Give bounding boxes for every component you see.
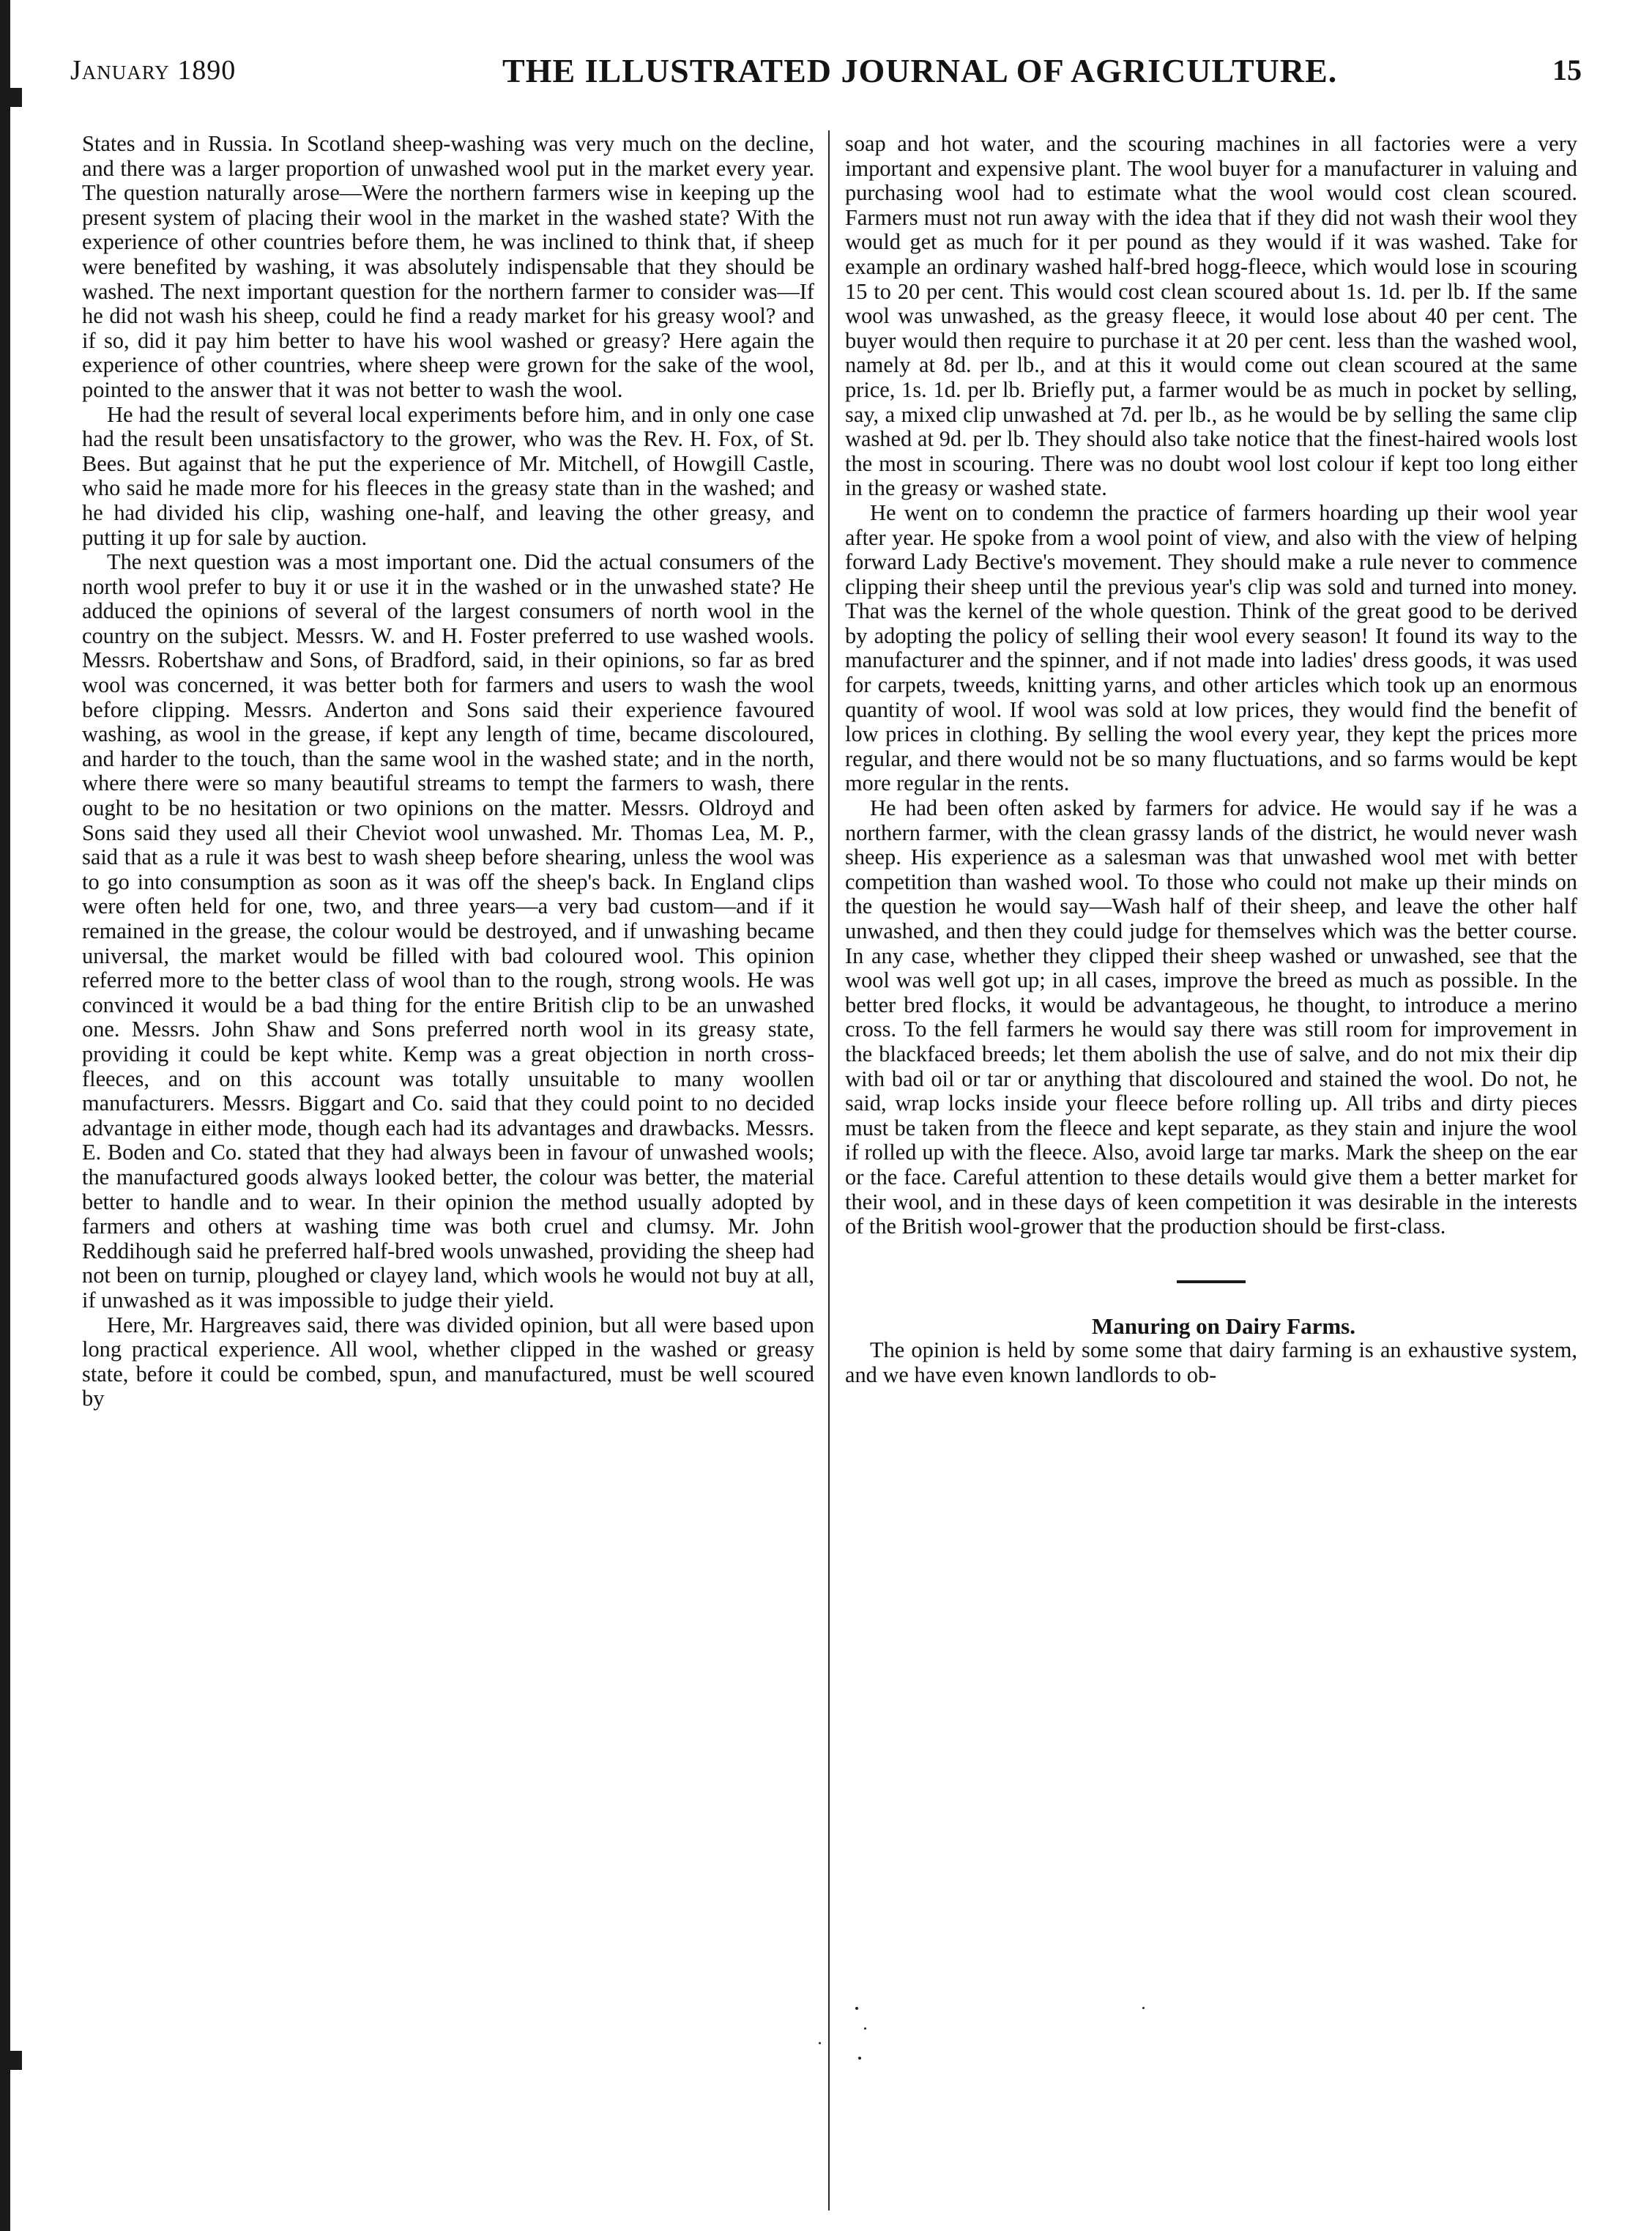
page-binding-edge (0, 0, 10, 2231)
print-speck (819, 2042, 821, 2044)
page-header (70, 51, 1582, 103)
paragraph: He had the result of several local experiments before him, and in only one case had the result been unsatisfactory to the grower, who was the Rev. H. Fox, of St. Bees. But against that he put the experience of Mr. Mitchell, of Howgill Castle, who said he made more for his fleeces in the greasy state than in the washed; and he had divided his clip, washing one-half, and leaving the other greasy, and putting it up for sale by auction. (82, 401, 814, 550)
print-speck (864, 2027, 866, 2030)
paragraph: States and in Russia. In Scotland sheep-washing was very much on the decline, and there was a larger proportion of unwashed wool put in the market every year. The question naturally arose—Were the northern farmers wise in keeping up the present system of placing their wool in the market in the washed state? With the experience of other countries before them, he was inclined to think that, if sheep were benefited by washing, it was absolutely indispensable that they should be washed. The next important question for the northern farmer to consider was—If he did not wash his sheep, could he find a ready market for his greasy wool? and if so, did it pay him better to have his wool washed or greasy? Here again the experience of other countries, where sheep were grown for the sake of the wool, pointed to the answer that it was not better to wash the wool. (82, 131, 814, 402)
paragraph: Here, Mr. Hargreaves said, there was divided opinion, but all were based upon long practical experience. All wool, whether clipped in the washed or greasy state, before it could be combed, spun, and manufactured, must be well scoured by (82, 1312, 814, 1411)
left-column (82, 132, 814, 1411)
binding-mark (0, 2051, 22, 2070)
section-heading: Manuring on Dairy Farms. (1092, 1313, 1355, 1339)
binding-mark (0, 88, 22, 107)
print-speck (1142, 2007, 1145, 2009)
print-speck (858, 2057, 861, 2060)
journal-title: THE ILLUSTRATED JOURNAL OF AGRICULTURE. (502, 52, 1338, 89)
paragraph: soap and hot water, and the scouring machines in all factories were a very important and expensive plant. The wool buyer for a manufacturer in valuing and purchasing wool had to estimate what the wool would cost clean scoured. Farmers must not run away with the idea that if they did not wash their wool they would get as much for it per pound as they would if it was washed. Take for example an ordinary washed half-bred hogg-fleece, which would lose in scouring 15 to 20 per cent. This would cost clean scoured about 1s. 1d. per lb. If the same wool was unwashed, as the greasy fleece, it would lose about 40 per cent. The buyer would then require to purchase it at 20 per cent. less than the washed wool, namely at 8d. per lb., and at this it would come out clean scoured at the same price, 1s. 1d. per lb. Briefly put, a farmer would be as much in pocket by selling, say, a mixed clip unwashed at 7d. per lb., as he would be by selling the same clip washed at 9d. per lb. They should also take notice that the finest-haired wools lost the most in scouring. There was no doubt wool lost colour if kept too long either in the greasy or washed state. (845, 131, 1577, 501)
paragraph: He went on to condemn the practice of farmers hoarding up their wool year after year. He spoke from a wool point of view, and also with the view of helping forward Lady Bective's movement. They should make a rule never to commence clipping their sheep until the previous year's clip was sold and turned into money. That was the kernel of the whole question. Think of the great good to be derived by adopting the policy of selling their wool every season! It found its way to the manufacturer and the spinner, and if not made into ladies' dress goods, it was used for carpets, tweeds, knitting yarns, and other articles which took up an enormous quantity of wool. If wool was sold at low prices, they would find the benefit of low prices in clothing. By selling the wool every year, they kept the prices more regular, and there would not be so many fluctuations, and so farms would be kept more regular in the rents. (845, 500, 1577, 796)
paragraph: The opinion is held by some some that dairy farming is an exhaustive system, and we have even known landlords to ob- (845, 1337, 1577, 1387)
column-divider (828, 130, 830, 2210)
paragraph: He had been often asked by farmers for advice. He would say if he was a northern farmer, with the clean grassy lands of the district, he would never wash sheep. His experience as a salesman was that unwashed wool met with better competition than washed wool. To those who could not make up their minds on the question he would say—Wash half of their sheep, and leave the other half unwashed, and then they could judge for themselves which was the better course. In any case, whether they clipped their sheep washed or unwashed, see that the wool was well got up; in all cases, improve the breed as much as possible. In the better bred flocks, it would be advantageous, he thought, to introduce a merino cross. To the fell farmers he would say there was still room for improvement in the blackfaced breeds; let them abolish the use of salve, and do not mix their dip with bad oil or tar or anything that discoloured and stained the wool. Do not, he said, wrap locks inside your fleece before rolling up. All tribs and dirty pieces must be taken from the fleece and kept separate, as they stain and injure the wool if rolled up with the fleece. Also, avoid large tar marks. Mark the sheep on the ear or the face. Careful attention to these details would give them a better market for their wool, and in these days of keen competition it was desirable in the interests of the British wool-grower that the production should be first-class. (845, 795, 1577, 1239)
page-number: 15 (1552, 53, 1582, 86)
issue-date: January 1890 (70, 55, 237, 86)
section-divider (1177, 1280, 1246, 1283)
paragraph: The next question was a most important one. Did the actual consumers of the north wool prefer to buy it or use it in the washed or in the unwashed state? He adduced the opinions of several of the largest consumers of north wool in the country on the subject. Messrs. W. and H. Foster preferred to use washed wools. Messrs. Robertshaw and Sons, of Bradford, said, in their opinions, so far as bred wool was concerned, it was better both for farmers and users to wash the wool before clipping. Messrs. Anderton and Sons said their experience favoured washing, as wool in the grease, if kept any length of time, became discoloured, and harder to the touch, than the same wool in the washed state; and in the north, where there were so many beautiful streams to tempt the farmers to wash, there ought to be no hesitation or two opinions on the matter. Messrs. Oldroyd and Sons said they used all their Cheviot wool unwashed. Mr. Thomas Lea, M. P., said that as a rule it was best to wash sheep before shearing, unless the wool was to go into consumption as soon as it was off the sheep's back. In England clips were often held for one, two, and three years—a very bad custom—and if it remained in the grease, the colour would be destroyed, and if unwashing became universal, the market would be filled with bad coloured wool. This opinion referred more to the better class of wool than to the rough, strong wools. He was convinced it would be a bad thing for the entire British clip to be an unwashed one. Messrs. John Shaw and Sons preferred north wool in its greasy state, providing it could be kept white. Kemp was a great objection in north cross-fleeces, and on this account was totally unsuitable to many woollen manufacturers. Messrs. Biggart and Co. said that they could point to no decided advantage in either mode, though each had its advantages and drawbacks. Messrs. E. Boden and Co. stated that they had always been in favour of unwashed wools; the manufactured goods always looked better, the colour was better, the material better to handle and to wear. In their opinion the method usually adopted by farmers and others at washing time was both cruel and clumsy. Mr. John Reddihough said he preferred half-bred wools unwashed, providing the sheep had not been on turnip, ploughed or clayey land, which wools he would not buy at all, if unwashed as it was impossible to judge their yield. (82, 549, 814, 1313)
right-column (845, 132, 1577, 1388)
print-speck (855, 2007, 858, 2010)
